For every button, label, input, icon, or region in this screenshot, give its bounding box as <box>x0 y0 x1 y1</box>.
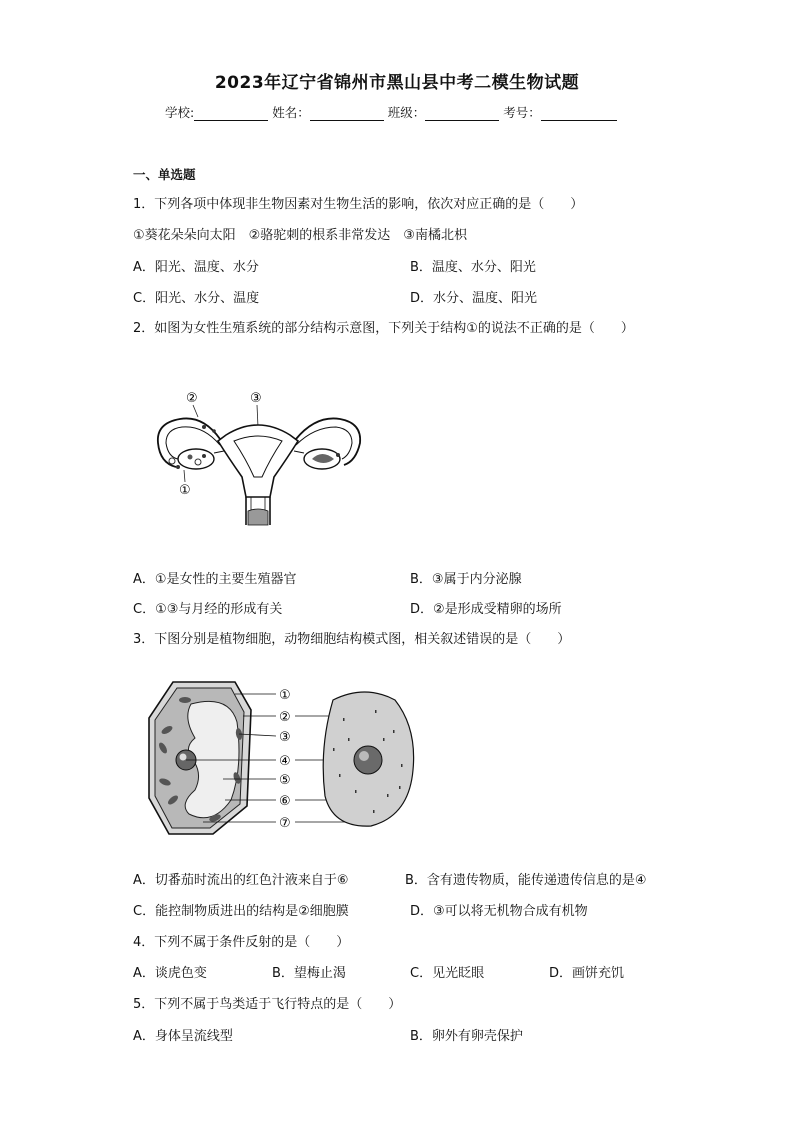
cell-label-2: ② <box>279 710 291 725</box>
q3-stem: 3．下图分别是植物细胞，动物细胞结构模式图，相关叙述错误的是（ ） <box>133 632 571 647</box>
cell-label-6: ⑥ <box>279 794 291 809</box>
cell-label-4: ④ <box>279 754 291 769</box>
q2-stem: 2．如图为女性生殖系统的部分结构示意图，下列关于结构①的说法不正确的是（ ） <box>133 321 634 336</box>
q4-option-b[interactable]: B．望梅止渴 <box>272 966 346 981</box>
number-blank[interactable] <box>541 106 617 121</box>
school-blank[interactable] <box>194 106 268 121</box>
q4-option-d[interactable]: D．画饼充饥 <box>549 966 625 981</box>
label-1: ① <box>179 483 191 498</box>
name-label: 姓名： <box>272 105 310 120</box>
q1-option-d[interactable]: D．水分、温度、阳光 <box>410 291 538 306</box>
q4-option-c[interactable]: C．见光眨眼 <box>410 966 485 981</box>
q3-option-a[interactable]: A．切番茄时流出的红色汁液来自于⑥ <box>133 873 349 888</box>
q4-stem: 4．下列不属于条件反射的是（ ） <box>133 935 350 950</box>
school-label: 学校: <box>165 105 195 120</box>
label-3: ③ <box>250 391 262 406</box>
female-reproductive-diagram <box>148 385 370 530</box>
q2-option-c[interactable]: C．①③与月经的形成有关 <box>133 602 283 617</box>
label-2: ② <box>186 391 198 406</box>
q1-option-a[interactable]: A．阳光、温度、水分 <box>133 260 259 275</box>
page-title: 2023年辽宁省锦州市黑山县中考二模生物试题 <box>214 73 580 93</box>
q5-option-a[interactable]: A．身体呈流线型 <box>133 1029 233 1044</box>
q3-option-c[interactable]: C．能控制物质进出的结构是②细胞膜 <box>133 904 349 919</box>
q1-option-c[interactable]: C．阳光、水分、温度 <box>133 291 260 306</box>
section-heading: 一、单选题 <box>133 167 196 182</box>
q2-option-a[interactable]: A．①是女性的主要生殖器官 <box>133 572 297 587</box>
number-label: 考号： <box>503 105 541 120</box>
q3-option-d[interactable]: D．③可以将无机物合成有机物 <box>410 904 588 919</box>
q1-stem: 1．下列各项中体现非生物因素对生物生活的影响，依次对应正确的是（ ） <box>133 197 584 212</box>
cell-label-3: ③ <box>279 730 291 745</box>
q1-items: ①葵花朵朵向太阳 ②骆驼刺的根系非常发达 ③南橘北枳 <box>133 228 467 243</box>
cell-label-7: ⑦ <box>279 816 291 831</box>
student-info-line <box>165 103 617 121</box>
q5-stem: 5．下列不属于鸟类适于飞行特点的是（ ） <box>133 997 402 1012</box>
cell-label-5: ⑤ <box>279 773 291 788</box>
cell-label-1: ① <box>279 688 291 703</box>
q4-option-a[interactable]: A．谈虎色变 <box>133 966 207 981</box>
q1-option-b[interactable]: B．温度、水分、阳光 <box>410 260 536 275</box>
q5-option-b[interactable]: B．卵外有卵壳保护 <box>410 1029 523 1044</box>
q2-option-b[interactable]: B．③属于内分泌腺 <box>410 572 522 587</box>
q3-option-b[interactable]: B．含有遗传物质，能传递遗传信息的是④ <box>405 873 647 888</box>
name-blank[interactable] <box>310 106 384 121</box>
class-blank[interactable] <box>425 106 499 121</box>
cell-structure-diagram <box>143 678 418 840</box>
q2-option-d[interactable]: D．②是形成受精卵的场所 <box>410 602 562 617</box>
class-label: 班级： <box>387 105 426 120</box>
